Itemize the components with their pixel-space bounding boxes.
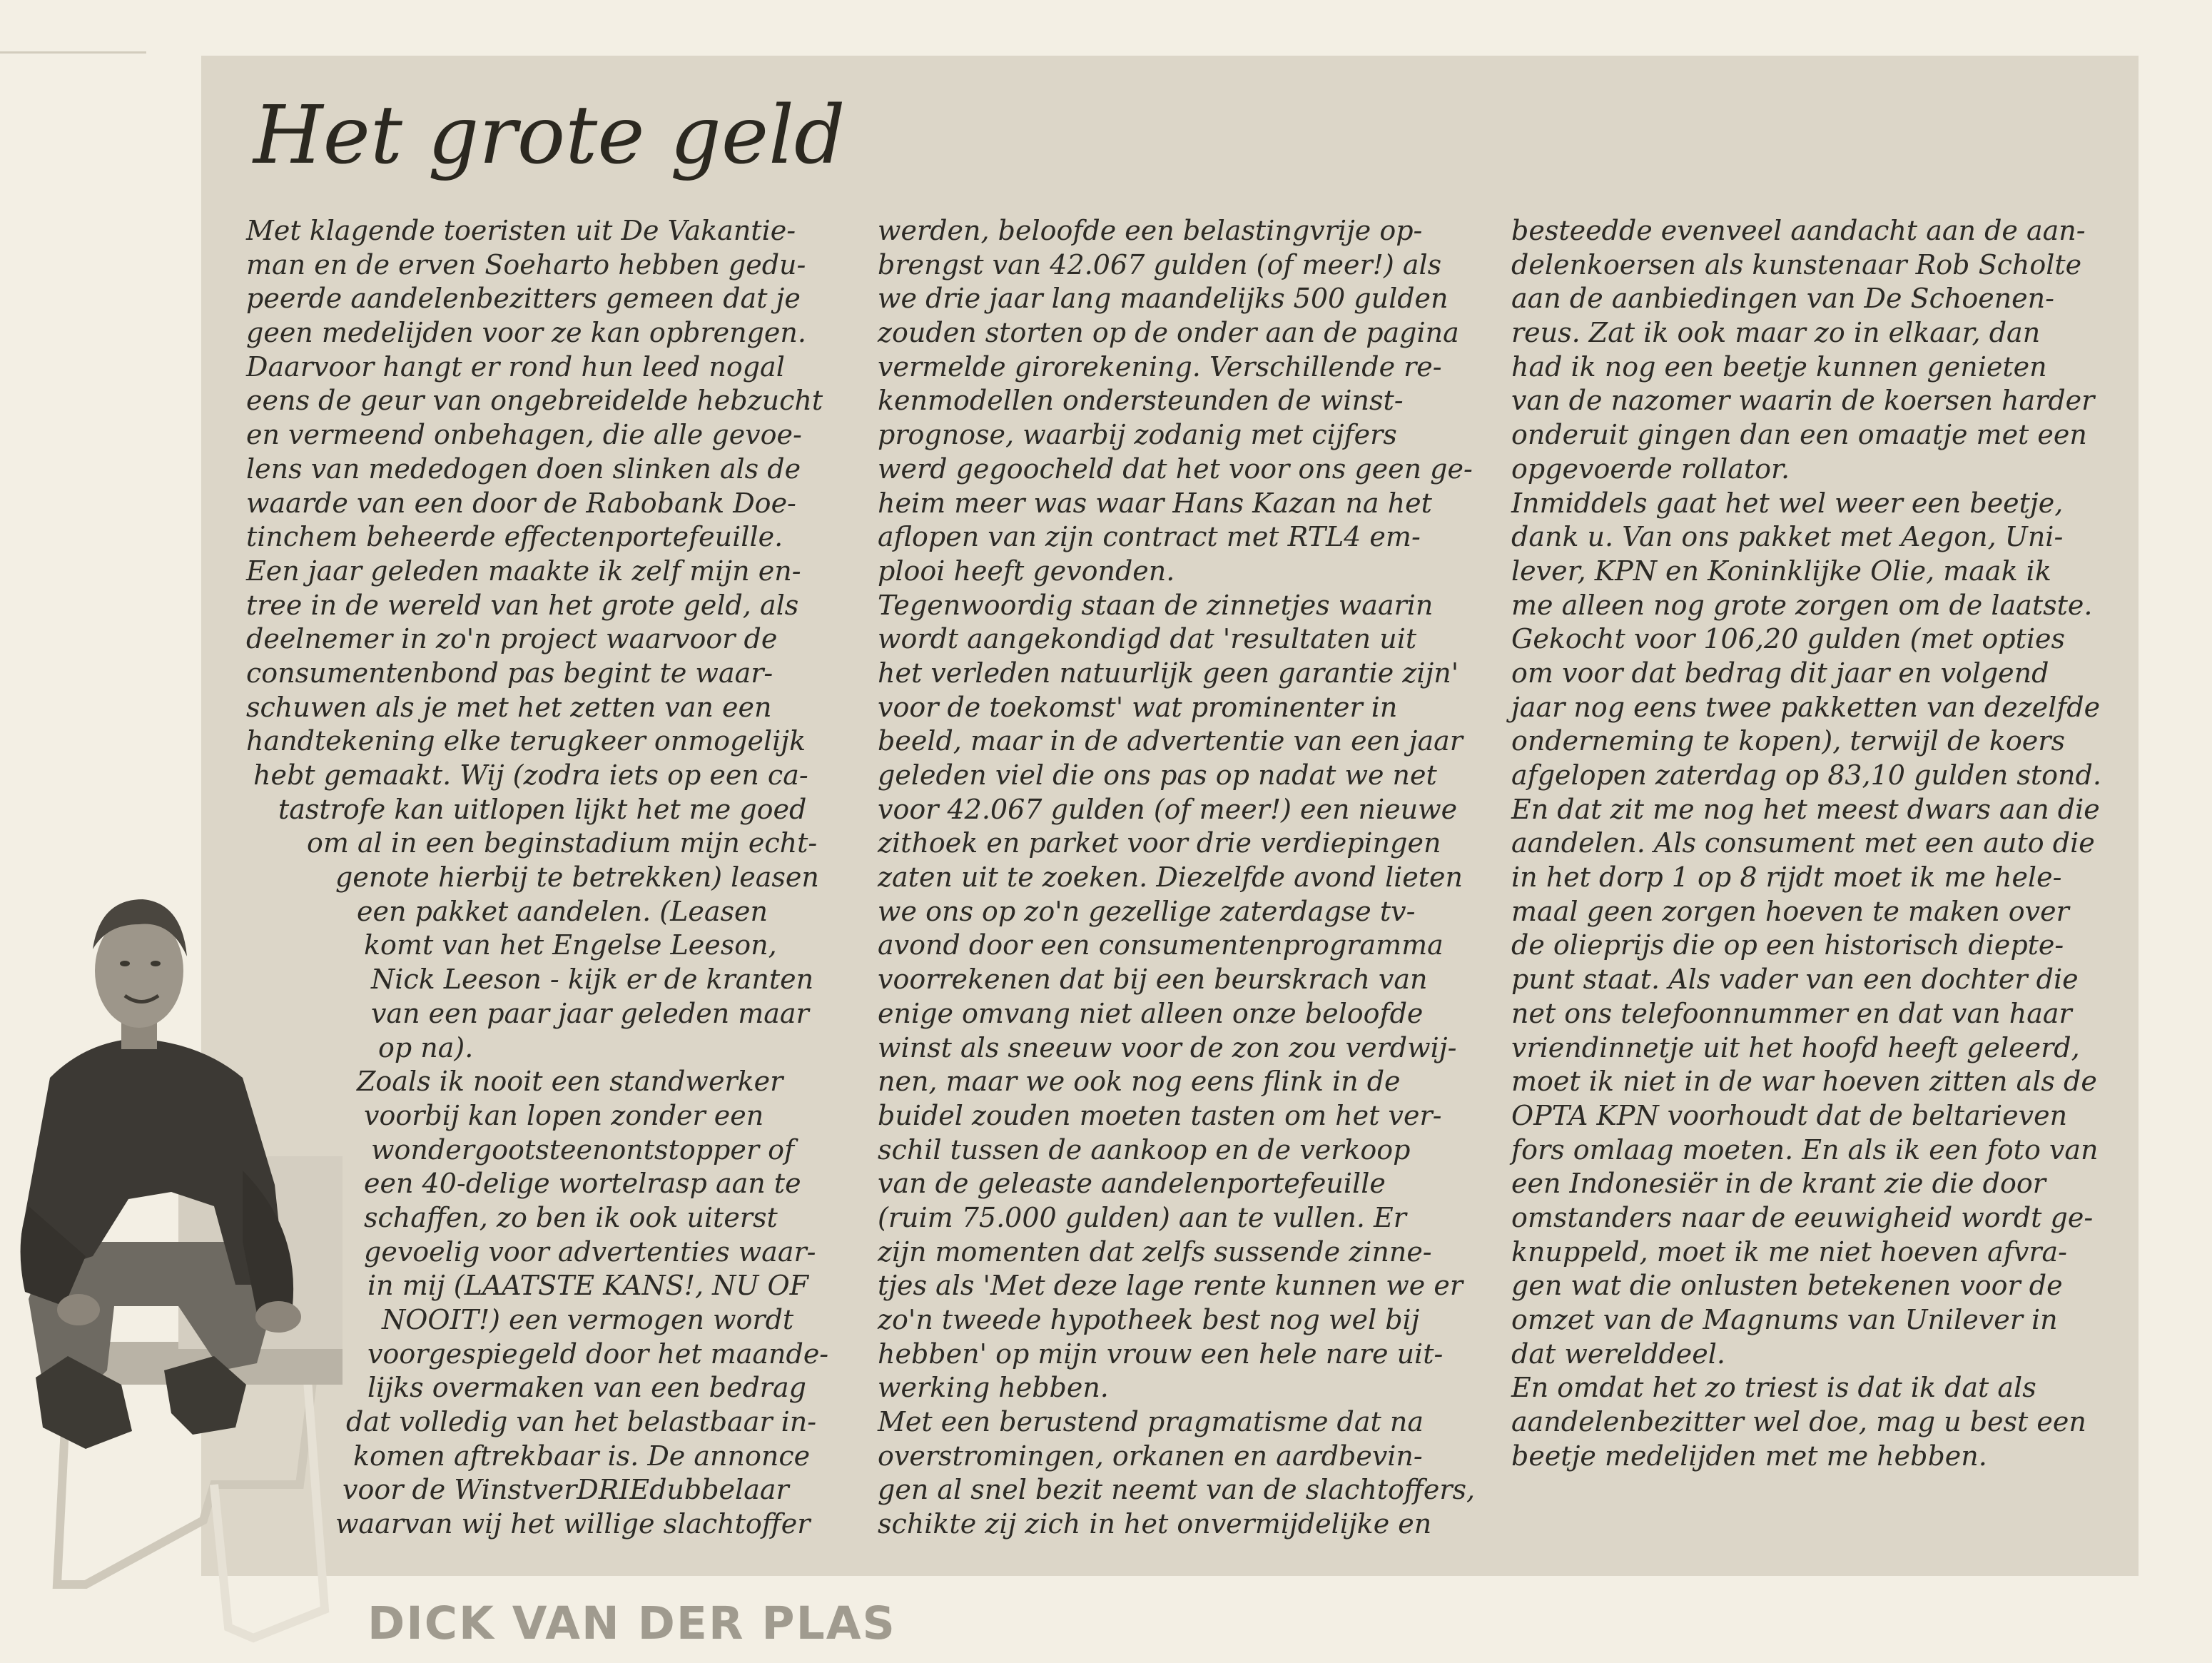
text-line: Inmiddels gaat het wel weer een beetje, [1511, 487, 2064, 519]
text-line: overstromingen, orkanen en aardbevin- [878, 1440, 1423, 1472]
text-line: genote hierbij te betrekken) leasen [335, 861, 819, 894]
text-line: hebben' op mijn vrouw een hele nare uit- [878, 1338, 1444, 1370]
text-line: Met een berustend pragmatisme dat na [878, 1406, 1424, 1438]
text-line: gen wat die onlusten betekenen voor de [1511, 1270, 2063, 1302]
text-line: En dat zit me nog het meest dwars aan die [1511, 793, 2100, 825]
text-line: man en de erven Soeharto hebben gedu- [246, 248, 806, 280]
text-line: waarvan wij het willige slachtoffer [335, 1508, 811, 1540]
text-line: een 40-delige wortelrasp aan te [364, 1168, 801, 1200]
text-line: me alleen nog grote zorgen om de laatste. [1511, 589, 2093, 621]
text-line: tjes als 'Met deze lage rente kunnen we er [878, 1270, 1463, 1302]
text-line: omstanders naar de eeuwigheid wordt ge- [1511, 1201, 2094, 1233]
text-line: gevoelig voor advertenties waar- [364, 1235, 816, 1268]
text-line: tastrofe kan uitlopen lijkt het me goed [278, 793, 807, 825]
author-photo [0, 742, 385, 1663]
text-line: handtekening elke terugkeer onmogelijk [246, 725, 806, 757]
text-line: voor de WinstverDRIEdubbelaar [343, 1474, 789, 1506]
author-byline: DICK VAN DER PLAS [367, 1597, 896, 1649]
text-line: punt staat. Als vader van een dochter die [1511, 964, 2079, 996]
article-title: Het grote geld [253, 89, 846, 182]
text-line: werden, beloofde een belastingvrije op- [878, 215, 1423, 246]
text-line: werd gegoocheld dat het voor ons geen ge- [878, 453, 1473, 485]
text-line: zouden storten op de onder aan de pagina [878, 317, 1459, 349]
text-line: de olieprijs die op een historisch diepte- [1511, 929, 2064, 961]
text-line: knuppeld, moet ik me niet hoeven afvra- [1511, 1235, 2068, 1268]
text-line: vriendinnetje uit het hoofd heeft geleerd, [1511, 1031, 2080, 1063]
text-line: wondergootsteenontstopper of [371, 1133, 795, 1166]
text-line: brengst van 42.067 gulden (of meer!) als [878, 248, 1442, 280]
text-line: waarde van een door de Rabobank Doe- [246, 487, 796, 519]
text-line: zaten uit te zoeken. Diezelfde avond lieten [878, 861, 1463, 894]
text-line: winst als sneeuw voor de zon zou verdwij- [878, 1031, 1457, 1063]
text-line: opgevoerde rollator. [1511, 453, 1790, 485]
text-line: heim meer was waar Hans Kazan na het [878, 487, 1432, 519]
text-line: aandelenbezitter wel doe, mag u best een [1511, 1406, 2086, 1438]
text-line: OPTA KPN voorhoudt dat de beltarieven [1511, 1099, 2068, 1131]
text-line: net ons telefoonnummer en dat van haar [1511, 997, 2072, 1029]
text-line: om voor dat bedrag dit jaar en volgend [1511, 657, 2049, 689]
text-line: moet ik niet in de war hoeven zitten als de [1511, 1066, 2097, 1098]
text-line: had ik nog een beetje kunnen genieten [1511, 350, 2047, 383]
text-line: dank u. Van ons pakket met Aegon, Uni- [1511, 521, 2064, 553]
text-line: Een jaar geleden maakte ik zelf mijn en- [246, 555, 801, 587]
text-line: op na). [378, 1031, 474, 1063]
text-line: van de nazomer waarin de koersen harder [1511, 385, 2095, 417]
text-line: deelnemer in zo'n project waarvoor de [246, 623, 778, 655]
text-line: besteedde evenveel aandacht aan de aan- [1511, 215, 2086, 246]
text-line: komt van het Engelse Leeson, [364, 929, 777, 961]
text-line: we drie jaar lang maandelijks 500 gulden [878, 283, 1449, 315]
text-line: kenmodellen ondersteunden de winst- [878, 385, 1404, 417]
text-line: omzet van de Magnums van Unilever in [1511, 1304, 2058, 1335]
text-column-2 [878, 214, 1491, 1542]
text-line: dat werelddeel. [1511, 1338, 1726, 1370]
text-line: Tegenwoordig staan de zinnetjes waarin [878, 589, 1434, 621]
text-line: gen al snel bezit neemt van de slachtoffers, [878, 1474, 1476, 1506]
text-line: vermelde girorekening. Verschillende re- [878, 350, 1442, 383]
text-line: consumentenbond pas begint te waar- [246, 657, 773, 689]
text-line: we ons op zo'n gezellige zaterdagse tv- [878, 895, 1416, 927]
text-line: eens de geur van ongebreidelde hebzucht [246, 385, 823, 417]
text-line: lens van mededogen doen slinken als de [246, 453, 801, 485]
text-line: prognose, waarbij zodanig met cijfers [878, 419, 1397, 451]
text-line: voor de toekomst' wat prominenter in [878, 691, 1398, 723]
text-line: van een paar jaar geleden maar [371, 997, 809, 1029]
text-line: reus. Zat ik ook maar zo in elkaar, dan [1511, 317, 2041, 349]
text-column-3 [1511, 214, 2132, 1473]
text-line: jaar nog eens twee pakketten van dezelfde [1511, 691, 2101, 723]
text-line: tree in de wereld van het grote geld, als [246, 589, 799, 621]
text-line: plooi heeft gevonden. [878, 555, 1175, 587]
text-line: schil tussen de aankoop en de verkoop [878, 1133, 1411, 1166]
text-line: aan de aanbiedingen van De Schoenen- [1511, 283, 2054, 315]
text-line: voorgespiegeld door het maande- [367, 1338, 829, 1370]
text-line: voorbij kan lopen zonder een [364, 1099, 764, 1131]
text-line: in het dorp 1 op 8 rijdt moet ik me hele- [1511, 861, 2062, 894]
text-line: het verleden natuurlijk geen garantie zijn' [878, 657, 1459, 689]
text-line: geen medelijden voor ze kan opbrengen. [246, 317, 806, 349]
text-line: fors omlaag moeten. En als ik een foto van [1511, 1133, 2099, 1166]
text-line: geleden viel die ons pas op nadat we net [878, 759, 1437, 791]
text-line: NOOIT!) een vermogen wordt [382, 1304, 794, 1335]
text-line: afgelopen zaterdag op 83,10 gulden stond. [1511, 759, 2101, 791]
text-line: nen, maar we ook nog eens flink in de [878, 1066, 1401, 1098]
text-line: schuwen als je met het zetten van een [246, 691, 772, 723]
text-line: wordt aangekondigd dat 'resultaten uit [878, 623, 1417, 655]
text-line: aandelen. Als consument met een auto die [1511, 827, 2095, 859]
text-line: hebt gemaakt. Wij (zodra iets op een ca- [253, 759, 808, 791]
text-line: schikte zij zich in het onvermijdelijke en [878, 1508, 1432, 1540]
text-line: Met klagende toeristen uit De Vakantie- [246, 215, 796, 246]
text-line: beetje medelijden met me hebben. [1511, 1440, 1987, 1472]
text-line: beeld, maar in de advertentie van een jaar [878, 725, 1463, 757]
text-line: (ruim 75.000 gulden) aan te vullen. Er [878, 1201, 1406, 1233]
text-line: schaffen, zo ben ik ook uiterst [364, 1201, 778, 1233]
text-line: komen aftrekbaar is. De annonce [353, 1440, 811, 1472]
text-line: Gekocht voor 106,20 gulden (met opties [1511, 623, 2065, 655]
text-line: werking hebben. [878, 1372, 1109, 1404]
text-line: lijks overmaken van een bedrag [367, 1372, 806, 1404]
text-line: delenkoersen als kunstenaar Rob Scholte [1511, 248, 2082, 280]
text-line: van de geleaste aandelenportefeuille [878, 1168, 1386, 1200]
text-line: peerde aandelenbezitters gemeen dat je [246, 283, 801, 315]
text-line: maal geen zorgen hoeven te maken over [1511, 895, 2069, 927]
text-line: En omdat het zo triest is dat ik dat als [1511, 1372, 2036, 1404]
text-line: onderuit gingen dan een omaatje met een [1511, 419, 2087, 451]
text-line: dat volledig van het belastbaar in- [346, 1406, 817, 1438]
text-line: voor 42.067 gulden (of meer!) een nieuwe [878, 793, 1458, 825]
text-line: Zoals ik nooit een standwerker [357, 1066, 783, 1098]
text-line: voorrekenen dat bij een beurskrach van [878, 964, 1428, 996]
text-line: buidel zouden moeten tasten om het ver- [878, 1099, 1442, 1131]
text-line: enige omvang niet alleen onze beloofde [878, 997, 1424, 1029]
text-line: lever, KPN en Koninklijke Olie, maak ik [1511, 555, 2051, 587]
text-line: tinchem beheerde effectenportefeuille. [246, 521, 783, 553]
text-line: zithoek en parket voor drie verdiepingen [878, 827, 1441, 859]
text-line: onderneming te kopen), terwijl de koers [1511, 725, 2065, 757]
top-rule [0, 51, 146, 54]
text-line: om al in een beginstadium mijn echt- [307, 827, 818, 859]
text-line: in mij (LAATSTE KANS!, NU OF [367, 1270, 809, 1302]
text-line: en vermeend onbehagen, die alle gevoe- [246, 419, 802, 451]
text-line: zijn momenten dat zelfs sussende zinne- [878, 1235, 1432, 1268]
text-line: avond door een consumentenprogramma [878, 929, 1444, 961]
text-line: een Indonesiër in de krant zie die door [1511, 1168, 2046, 1200]
text-line: Daarvoor hangt er rond hun leed nogal [246, 350, 785, 383]
text-line: zo'n tweede hypotheek best nog wel bij [878, 1304, 1420, 1335]
text-line: aflopen van zijn contract met RTL4 em- [878, 521, 1421, 553]
text-line: een pakket aandelen. (Leasen [357, 895, 768, 927]
text-line: Nick Leeson - kijk er de kranten [371, 964, 814, 996]
